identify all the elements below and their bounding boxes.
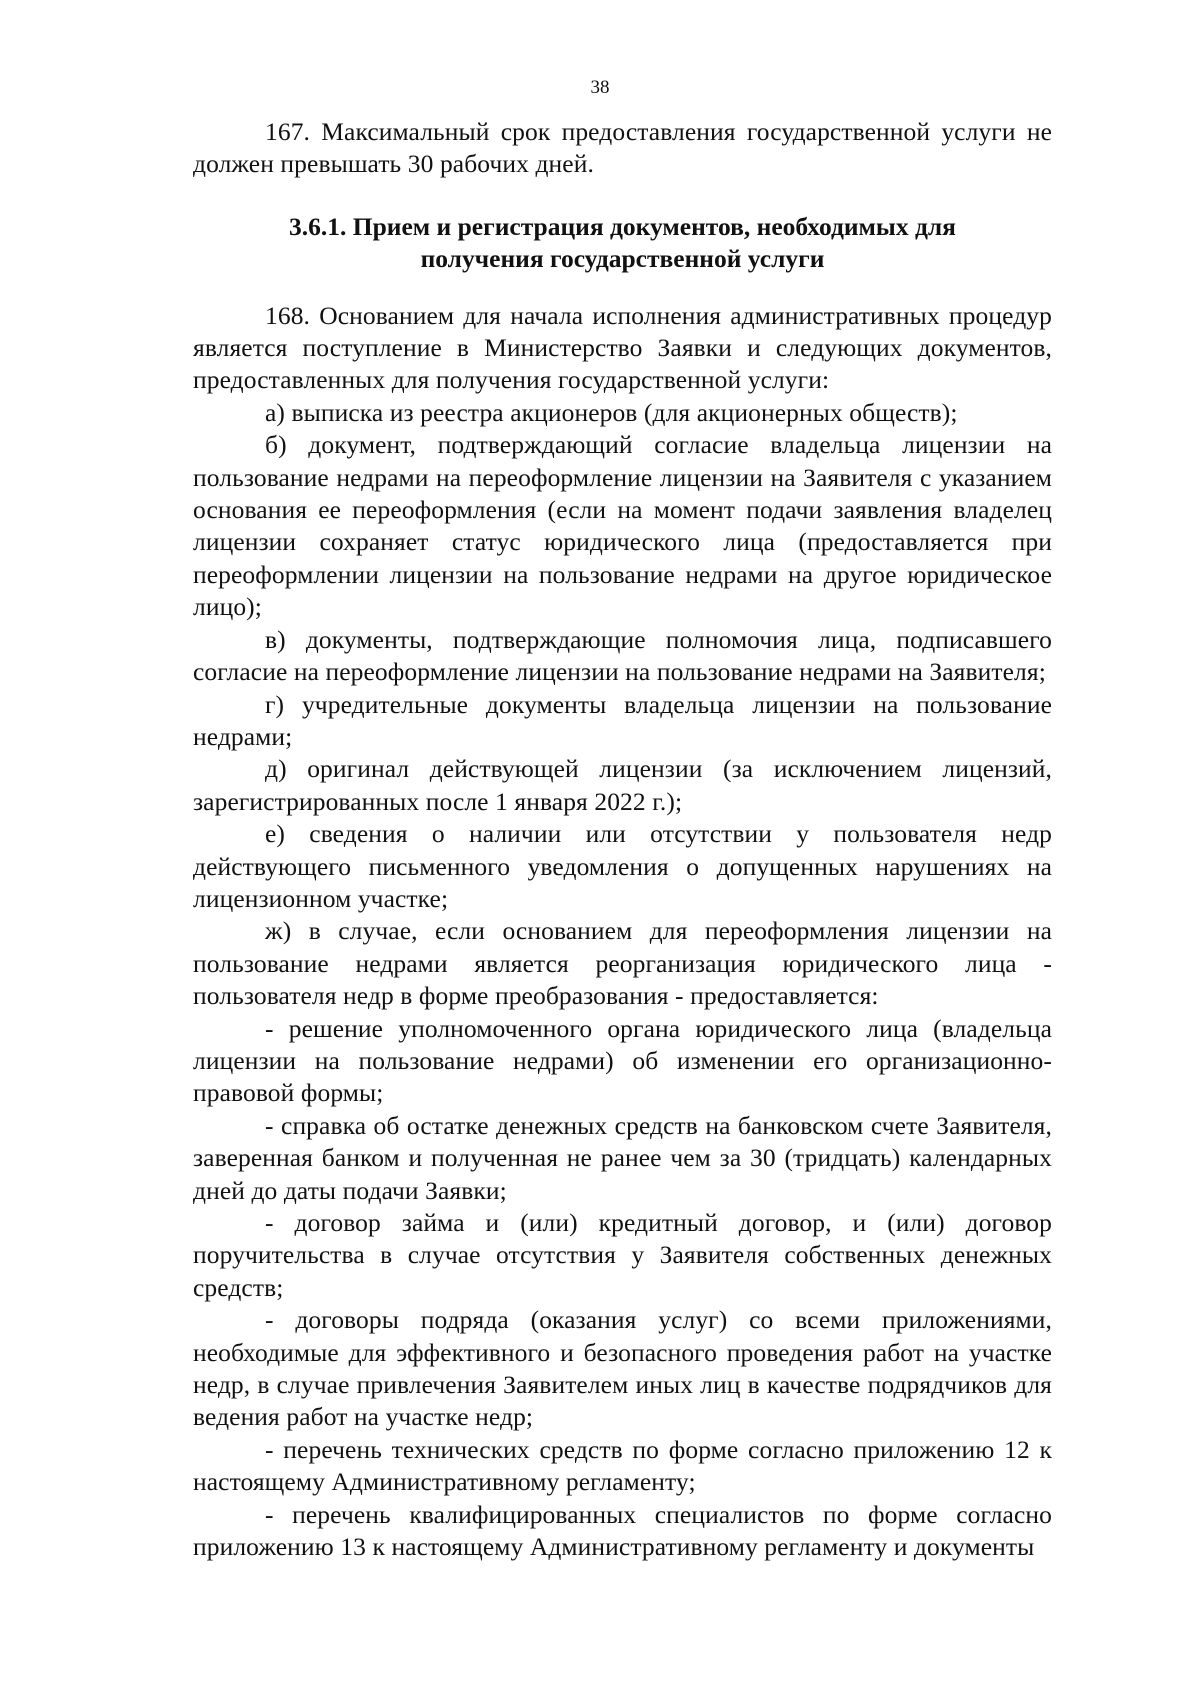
sub-item-a: а) выписка из реестра акционеров (для акционерных обществ);	[265, 397, 958, 427]
sub-item-e: е) сведения о наличии или отсутствии у пользователя недр действующего письменного уведомления о допущенных нарушениях на лицензионном участке;	[193, 819, 1052, 913]
section-heading-line-2: получения государственной услуги	[420, 244, 825, 274]
dash-item-bank-statement: - справка об остатке денежных средств на банковском счете Заявителя, заверенная банком и полученная не ранее чем за 30 (тридцать) календарных дней до даты подачи Заявки;	[193, 1110, 1052, 1205]
dash-item-decision: - решение уполномоченного органа юридического лица (владельца лицензии на пользование недрами) об изменении его организационно-правовой формы;	[193, 1013, 1052, 1108]
page-content	[193, 116, 1052, 1563]
paragraph-item-167: 167. Максимальный срок предоставления государственной услуги не должен превышать 30 рабочих дней.	[193, 117, 1052, 179]
dash-item-specialists: - перечень квалифицированных специалистов по форме согласно приложению 13 к настоящему Административному регламенту и документы	[193, 1499, 1052, 1562]
sub-item-d: д) оригинал действующей лицензии (за исключением лицензий, зарегистрированных после 1 января 2022 г.);	[193, 754, 1052, 816]
dash-item-technical-means: - перечень технических средств по форме согласно приложению 12 к настоящему Административному регламенту;	[193, 1434, 1052, 1497]
sub-item-zh: ж) в случае, если основанием для переоформления лицензии на пользование недрами является реорганизация юридического лица - пользователя недр в форме преобразования - предоставляется:	[193, 916, 1052, 1011]
sub-item-g: г) учредительные документы владельца лицензии на пользование недрами;	[193, 689, 1052, 751]
dash-item-contracts: - договоры подряда (оказания услуг) со всеми приложениями, необходимые для эффективного и безопасного проведения работ на участке недр, в случае привлечения Заявителем иных лиц в качестве подрядчиков для ведения работ на участке недр;	[193, 1305, 1052, 1432]
paragraph-item-168: 168. Основанием для начала исполнения административных процедур является поступление в Министерство Заявки и следующих документов, предоставленных для получения государственной услуги:	[193, 300, 1052, 395]
sub-item-v: в) документы, подтверждающие полномочия лица, подписавшего согласие на переоформление лицензии на пользование недрами на Заявителя;	[193, 624, 1052, 687]
dash-item-loan-agreement: - договор займа и (или) кредитный договор, и (или) договор поручительства в случае отсутствия у Заявителя собственных денежных средств;	[193, 1208, 1052, 1302]
section-heading-line-1: 3.6.1. Прием и регистрация документов, необходимых для	[289, 211, 956, 241]
section-heading	[193, 211, 1052, 276]
page-number: 38	[590, 77, 610, 98]
sub-item-b: б) документ, подтверждающий согласие владельца лицензии на пользование недрами на переоформление лицензии на Заявителя с указанием основания ее переоформления (если на момент подачи заявления владелец лицензии сохраняет статус юридического лица (предоставляется при переоформлении лицензии на пользование недрами на другое юридическое лицо);	[193, 430, 1052, 622]
